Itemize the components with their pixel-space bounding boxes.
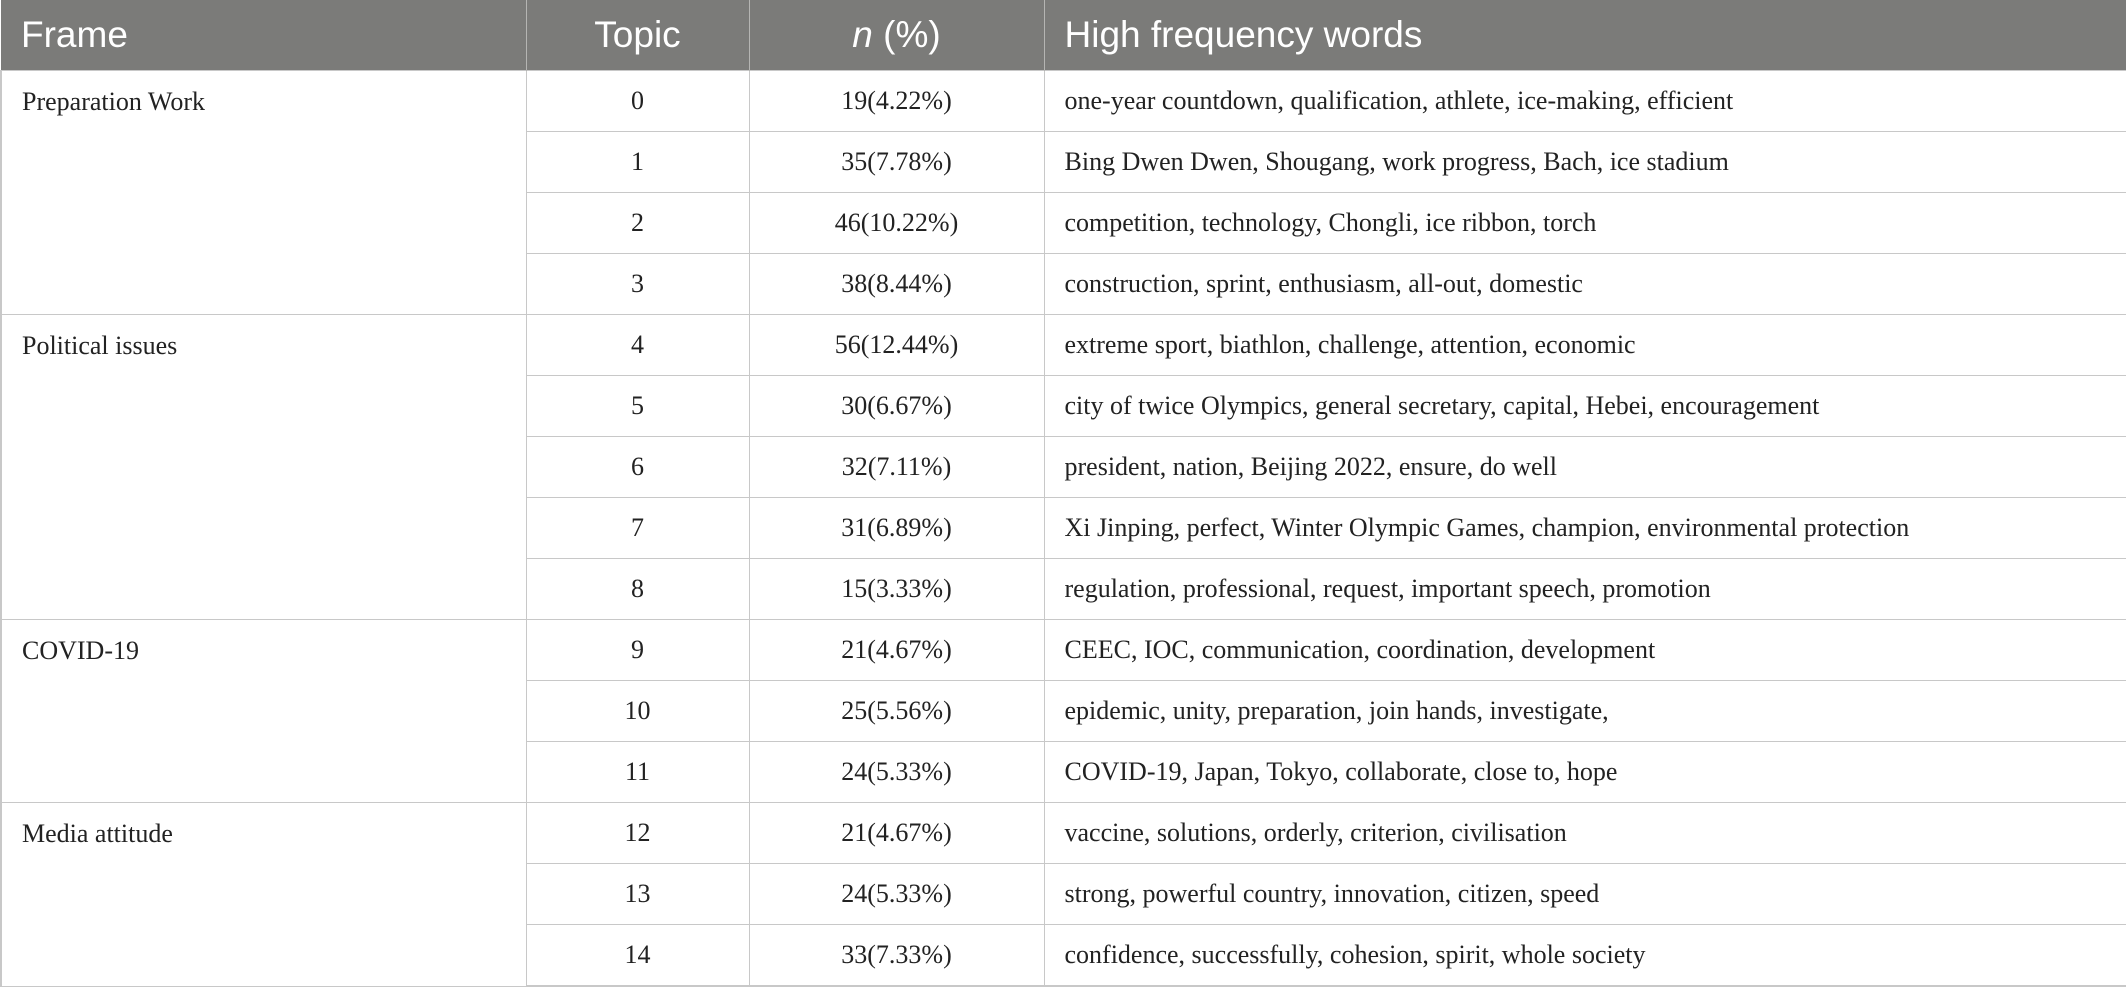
topic-cell: 9 [526,620,749,681]
table-row [1,71,2126,132]
high-frequency-words-cell: strong, powerful country, innovation, citizen, speed [1044,864,2126,925]
topic-cell: 8 [526,559,749,620]
count-percent-cell: 56(12.44%) [749,315,1044,376]
high-frequency-words-cell: COVID-19, Japan, Tokyo, collaborate, close to, hope [1044,742,2126,803]
high-frequency-words-cell: competition, technology, Chongli, ice ribbon, torch [1044,193,2126,254]
topic-cell: 13 [526,864,749,925]
header-high-frequency-words: High frequency words [1044,0,2126,71]
high-frequency-words-cell: president, nation, Beijing 2022, ensure, do well [1044,437,2126,498]
topic-cell: 11 [526,742,749,803]
count-percent-cell: 31(6.89%) [749,498,1044,559]
topic-cell: 0 [526,71,749,132]
high-frequency-words-cell: construction, sprint, enthusiasm, all-out, domestic [1044,254,2126,315]
header-n-suffix: (%) [872,14,941,55]
frame-cell: Media attitude [1,803,526,987]
count-percent-cell: 24(5.33%) [749,742,1044,803]
topic-cell: 7 [526,498,749,559]
topic-cell: 3 [526,254,749,315]
count-percent-cell: 21(4.67%) [749,803,1044,864]
table-body [1,71,2126,987]
count-percent-cell: 19(4.22%) [749,71,1044,132]
high-frequency-words-cell: extreme sport, biathlon, challenge, attention, economic [1044,315,2126,376]
count-percent-cell: 25(5.56%) [749,681,1044,742]
frame-cell: Political issues [1,315,526,620]
high-frequency-words-cell: regulation, professional, request, important speech, promotion [1044,559,2126,620]
high-frequency-words-cell: CEEC, IOC, communication, coordination, development [1044,620,2126,681]
count-percent-cell: 24(5.33%) [749,864,1044,925]
table-row [1,620,2126,681]
topic-cell: 14 [526,925,749,987]
header-n-percent [749,0,1044,71]
topic-cell: 10 [526,681,749,742]
header-row [1,0,2126,71]
count-percent-cell: 15(3.33%) [749,559,1044,620]
frame-cell: COVID-19 [1,620,526,803]
topic-cell: 6 [526,437,749,498]
count-percent-cell: 30(6.67%) [749,376,1044,437]
high-frequency-words-cell: one-year countdown, qualification, athlete, ice-making, efficient [1044,71,2126,132]
high-frequency-words-cell: Bing Dwen Dwen, Shougang, work progress, Bach, ice stadium [1044,132,2126,193]
table-row [1,315,2126,376]
header-frame: Frame [1,0,526,71]
topic-cell: 5 [526,376,749,437]
count-percent-cell: 35(7.78%) [749,132,1044,193]
topic-cell: 2 [526,193,749,254]
count-percent-cell: 38(8.44%) [749,254,1044,315]
high-frequency-words-cell: city of twice Olympics, general secretary, capital, Hebei, encouragement [1044,376,2126,437]
count-percent-cell: 21(4.67%) [749,620,1044,681]
high-frequency-words-cell: Xi Jinping, perfect, Winter Olympic Games, champion, environmental protection [1044,498,2126,559]
topic-cell: 4 [526,315,749,376]
count-percent-cell: 46(10.22%) [749,193,1044,254]
table-row [1,803,2126,864]
header-n-symbol: n [852,14,873,55]
count-percent-cell: 32(7.11%) [749,437,1044,498]
header-topic: Topic [526,0,749,71]
table-header [1,0,2126,71]
high-frequency-words-cell: epidemic, unity, preparation, join hands, investigate, [1044,681,2126,742]
high-frequency-words-cell: confidence, successfully, cohesion, spirit, whole society [1044,925,2126,987]
topic-cell: 12 [526,803,749,864]
high-frequency-words-cell: vaccine, solutions, orderly, criterion, civilisation [1044,803,2126,864]
frame-cell: Preparation Work [1,71,526,315]
topic-cell: 1 [526,132,749,193]
count-percent-cell: 33(7.33%) [749,925,1044,987]
